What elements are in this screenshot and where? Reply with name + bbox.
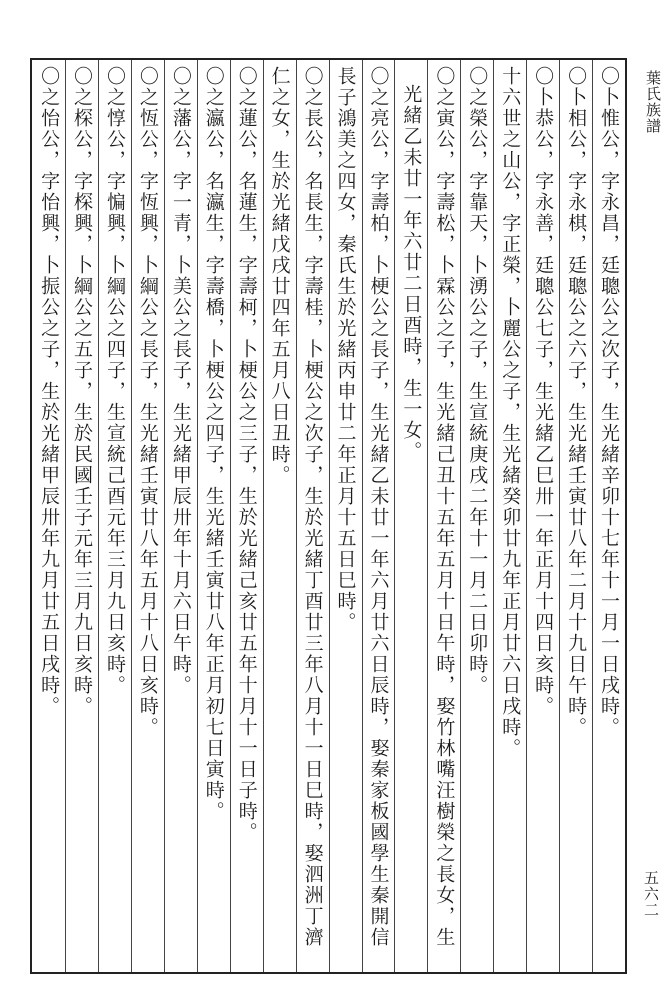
text-column-continuation: 光緒乙未廿一年六廿二日酉時，生一女。 [394,60,427,972]
text-column: 〇之藩公，字一青，卜美公之長子，生光緒甲辰卅年十月六日午時。 [164,60,197,972]
text-column: 〇之寅公，字壽松，卜霖公之子，生光緒己丑十五年五月十日午時，娶竹林嘴汪樹榮之長女，生 [427,60,460,972]
text-column: 〇之亮公，字壽柏，卜梗公之長子，生光緒乙未廿一年六月廿六日辰時，娶秦家板國學生秦開信 [362,60,395,972]
text-column: 〇之蓮公，名蓮生，字壽柯，卜梗公之三子，生於光緒己亥廿五年十月十一日子時。 [230,60,263,972]
text-column: 〇之惇公，字惼興，卜綱公之四子，生宣統己酉元年三月九日亥時。 [98,60,131,972]
text-frame [30,58,627,974]
text-column-continuation: 仁之女，生於光緒戊戌廿四年五月八日丑時。 [263,60,296,972]
text-column: 〇卜恭公，字永善，廷聰公七子，生光緒乙巳卅一年正月十四日亥時。 [526,60,559,972]
page-number: 五六二 [642,870,660,918]
text-column: 〇卜惟公，字永昌，廷聰公之次子，生光緒辛卯十七年十一月一日戌時。 [592,60,625,972]
generation-heading-column: 十六世之山公，字正榮，卜麗公之子，生光緒癸卯廿九年正月廿六日戌時。 [493,60,526,972]
text-column: 〇之怡公，字怡興，卜振公之子，生於光緒甲辰卅年九月廿五日戌時。 [38,66,61,717]
text-column-continuation: 長子鴻美之四女，秦氏生於光緒丙申廿二年正月十五日巳時。 [329,60,362,972]
text-column: 〇之長公，名長生，字壽桂，卜梗公之次子，生於光緒丁酉廿三年八月十一日巳時，娶泗洲丁濟 [296,60,329,972]
book-title: 葉氏族譜 [644,70,662,134]
text-column: 〇卜相公，字永棋，廷聰公之六子，生光緒壬寅廿八年二月十九日午時。 [559,60,592,972]
text-column: 〇之瀛公，名瀛生，字壽橋，卜梗公之四子，生光緒壬寅廿八年正月初七日寅時。 [197,60,230,972]
text-column: 〇之棎公，字棎興，卜綱公之五子，生於民國壬子元年三月九日亥時。 [65,60,98,972]
text-columns [32,60,625,972]
text-column: 〇之恆公，字恆興，卜綱公之長子，生光緒壬寅廿八年五月十八日亥時。 [131,60,164,972]
text-column: 〇之榮公，字靠天，卜湧公之子，生宣統庚戌二年十一月二日卯時。 [460,60,493,972]
